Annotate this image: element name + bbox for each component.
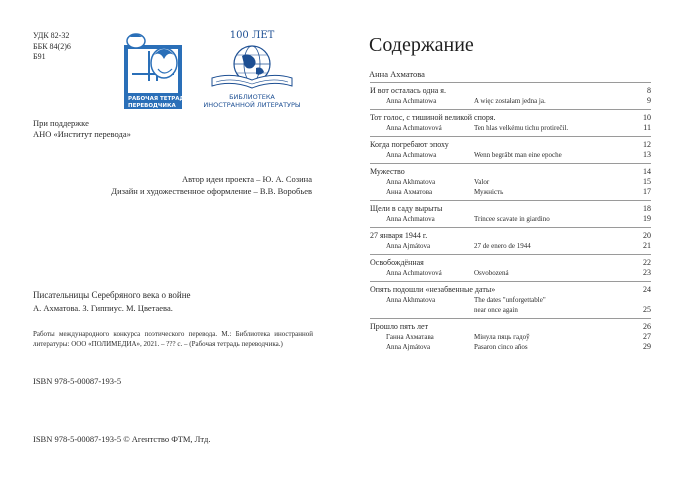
translation-title-line: The dates "unforgettable" [474,296,546,304]
translation-title-line: near once again [474,306,518,314]
contents-title: Содержание [369,34,474,56]
translation-title-line: Valor [474,178,490,186]
poem-title: Тот голос, с тишиной великой споря. [370,113,496,122]
library-logo-line1: БИБЛИОТЕКА [229,93,275,101]
translator-author: Anna Achmatowa [386,97,437,105]
poem-title: Прошло пять лет [370,322,429,331]
page-number: 27 [643,332,651,341]
translator-author: Anna Achmatowa [386,151,437,159]
page-number: 11 [643,123,651,132]
toc-entry [370,166,651,177]
translation-title-line: Мінула пяць гадоў [474,333,530,341]
page-number: 25 [643,305,651,314]
translation-title [474,214,637,224]
translation-title-line: Pasaron cinco años [474,343,528,351]
page-number: 24 [643,285,651,294]
library-logo-line2: ИНОСТРАННОЙ ЛИТЕРАТУРЫ [203,101,301,109]
udk-code: УДК 82-32 [33,31,70,40]
library-logo-graphic [202,28,302,112]
library-logo-years: 100 ЛЕТ [229,30,275,41]
page-number: 18 [643,204,651,213]
translation-title-line: Wenn begräbt man eine epoche [474,151,562,159]
bbk-code: ББК 84(2)6 [33,41,71,51]
book-description: Работы международного конкурса поэтического перевода. М.: Библиотека иностранной литературы: ООО «ПОЛИМЕДИА», 2021. – ??? с. – (Рабочая тетрадь переводчика.) [33,330,313,348]
page-number: 10 [643,113,651,122]
translation-title [474,150,637,160]
page-number: 14 [643,167,651,176]
translation-title [474,295,637,315]
translation-title [474,342,637,352]
translation-entry [370,332,651,342]
translation-title-line: 27 de enero de 1944 [474,242,531,250]
page-number: 8 [647,86,651,95]
poem-title: Мужество [370,167,405,176]
translator-author: Anna Ajmátova [386,343,431,351]
translator-author: Ганна Ахматава [386,333,434,341]
page-number: 12 [643,140,651,149]
isbn: ISBN 978-5-00087-193-5 [33,376,122,386]
page-number: 22 [643,258,651,267]
translation-entry [370,241,651,251]
poem-title: Щели в саду вырыты [370,204,443,213]
page-number: 29 [643,342,651,351]
poem-title: Освобождённая [370,258,424,267]
support-note [33,118,131,140]
toc-entry [370,139,651,150]
library-logo [202,28,302,112]
translation-entry [370,123,651,133]
toc-entry [370,230,651,241]
workbook-logo-graphic [122,33,186,111]
translator-author: Anna Achmatova [386,215,435,223]
workbook-logo [122,33,186,111]
page-number: 17 [643,187,651,196]
translator-author: Anna Ajmátova [386,242,431,250]
toc-section [370,227,651,251]
translation-title [474,177,637,187]
copyright-line: ISBN 978-5-00087-193-5 © Агентство ФТМ, Лтд. [33,434,211,444]
translation-entry [370,268,651,278]
toc-entry [370,257,651,268]
poem-title: Опять подошли «незабвенные даты» [370,285,496,294]
translation-entry [370,214,651,224]
toc-entry [370,203,651,214]
idea-credit: Автор идеи проекта – Ю. А. Созина [181,174,312,184]
translation-entry [370,342,651,352]
toc-section [370,281,651,315]
translation-title-line: Ten hlas velkému tichu protirečil. [474,124,569,132]
table-of-contents [370,82,651,355]
toc-section [370,318,651,352]
translation-entry [370,177,651,187]
page-number: 19 [643,214,651,223]
translation-entry [370,295,651,315]
toc-entry [370,85,651,96]
workbook-logo-line2: ПЕРЕВОДЧИКА [128,103,176,109]
poem-title: И вот осталась одна я. [370,86,446,95]
translation-title [474,268,637,278]
page-number: 23 [643,268,651,277]
translator-author: Anna Achmatovová [386,124,442,132]
poem-title: Когда погребают эпоху [370,140,449,149]
translation-title [474,187,637,197]
toc-entry [370,321,651,332]
book-title: Писательницы Серебряного века о войне [33,290,191,300]
page-number: 9 [647,96,651,105]
toc-entry [370,112,651,123]
translation-entry [370,96,651,106]
page-number: 13 [643,150,651,159]
toc-entry [370,284,651,295]
translation-title-line: Trincee scavate in giardino [474,215,550,223]
translation-entry [370,150,651,160]
toc-section [370,109,651,133]
translation-entry [370,187,651,197]
toc-section [370,200,651,224]
design-credit: Дизайн и художественное оформление – В.В. Воробьев [111,186,312,196]
translation-title-line: Мужність [474,188,504,196]
translation-title-line: Osvobozená [474,269,509,277]
book-authors: А. Ахматова. З. Гиппиус. М. Цветаева. [33,303,173,313]
translator-author: Anna Akhmatova [386,178,436,186]
translation-title [474,123,637,133]
toc-section [370,254,651,278]
toc-section [370,82,651,106]
page-number: 15 [643,177,651,186]
author-mark: Б91 [33,52,46,61]
support-line: При поддержке [33,118,89,128]
page-number: 26 [643,322,651,331]
page-number: 20 [643,231,651,240]
translation-title [474,241,637,251]
translator-author: Анна Ахматова [386,188,433,196]
page-number: 21 [643,241,651,250]
translation-title [474,96,637,106]
contents-author: Анна Ахматова [369,69,425,79]
translation-title-line: A więc zostałam jedna ja. [474,97,546,105]
classification-codes [33,31,71,63]
poem-title: 27 января 1944 г. [370,231,428,240]
workbook-logo-line1: РАБОЧАЯ ТЕТРАДЬ [128,96,186,102]
translator-author: Anna Achmatovová [386,269,442,277]
toc-section [370,136,651,160]
translation-title [474,332,637,342]
credits [40,173,312,197]
toc-section [370,163,651,197]
translator-author: Anna Akhmatova [386,296,436,304]
support-organization: АНО «Институт перевода» [33,129,131,139]
